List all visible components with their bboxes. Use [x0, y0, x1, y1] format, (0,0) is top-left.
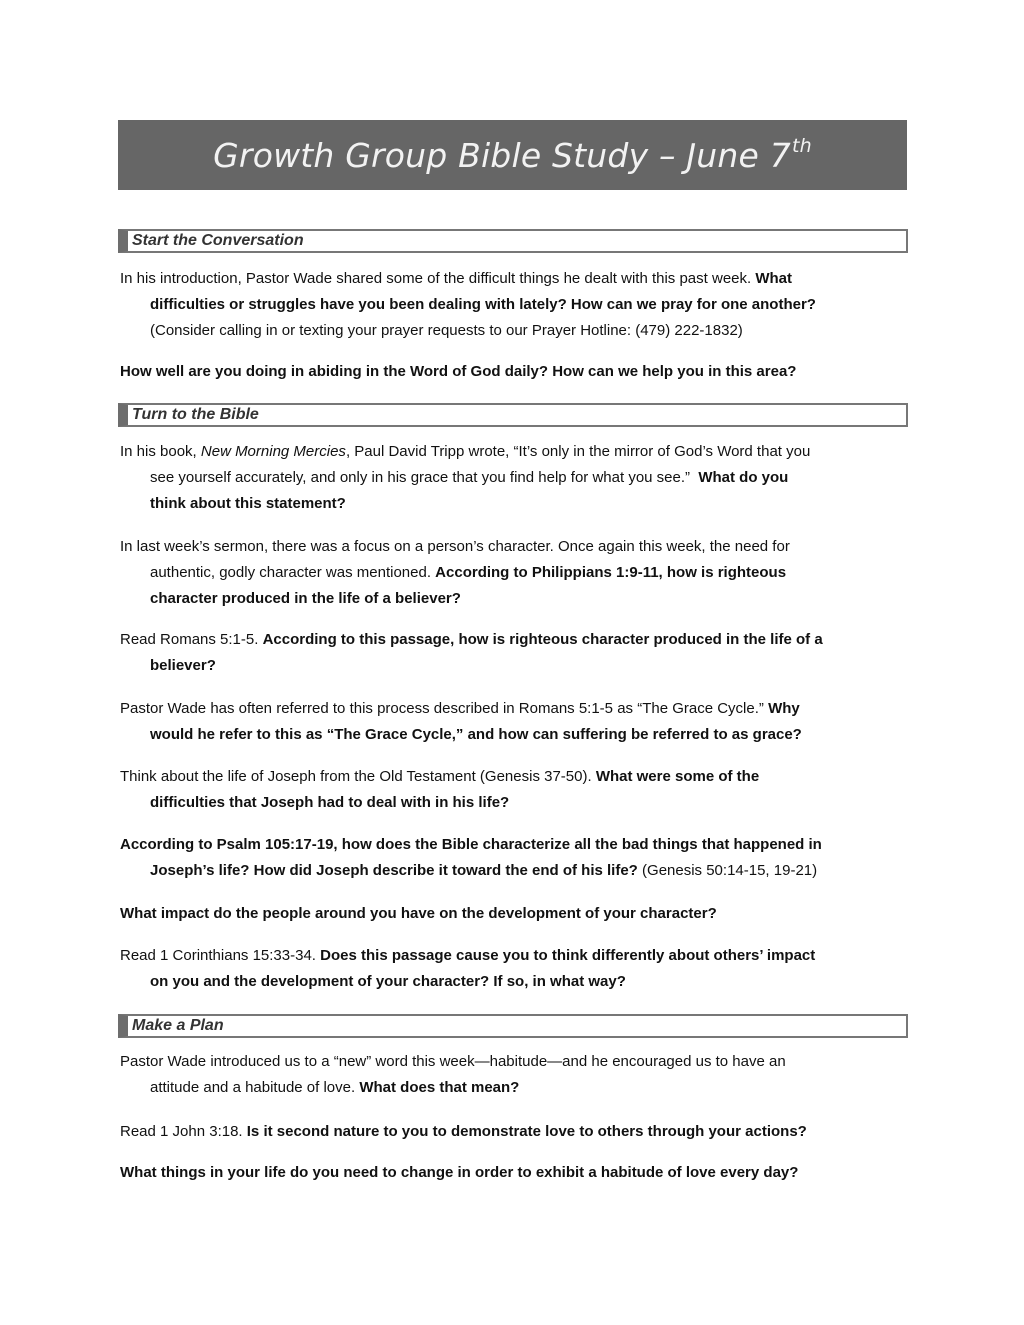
- book-title: New Morning Mercies: [200, 443, 346, 460]
- text-line: [120, 266, 910, 292]
- question-text: What impact do the people around you have on the development of your character?: [120, 905, 717, 922]
- question-text: Does this passage cause you to think differently about others’ impact: [320, 947, 816, 964]
- question-text: think about this statement?: [150, 495, 346, 512]
- text-line: [120, 764, 910, 790]
- text-line: [120, 832, 910, 858]
- text-run: Think about the life of Joseph from the Old Testament (Genesis 37-50).: [120, 768, 596, 785]
- question-tripp-quote: [120, 439, 910, 517]
- text-line: [120, 858, 910, 884]
- section-title: Turn to the Bible: [132, 406, 259, 423]
- text-line: [120, 627, 910, 653]
- question-text: on you and the development of your character? If so, in what way?: [150, 973, 626, 990]
- question-prayer-requests: [120, 266, 910, 344]
- title-banner: [118, 120, 907, 190]
- section-title: Start the Conversation: [132, 232, 304, 249]
- text-line: [120, 439, 910, 465]
- text-run: see yourself accurately, and only in his grace that you find help for what you see.”: [150, 469, 699, 486]
- section-title: Make a Plan: [132, 1017, 224, 1034]
- question-text: believer?: [150, 657, 216, 674]
- text-line: [120, 901, 910, 927]
- text-line: [120, 722, 910, 748]
- question-text: character produced in the life of a believer?: [150, 590, 461, 607]
- question-text: What: [755, 270, 793, 287]
- text-run: In his book,: [120, 443, 201, 460]
- text-line: [120, 465, 910, 491]
- section-header-start-conversation: [118, 229, 908, 253]
- question-text: What were some of the: [595, 768, 760, 785]
- text-line: [120, 534, 910, 560]
- page-title-main: Growth Group Bible Study – June 7: [213, 136, 791, 175]
- text-line: [120, 1075, 910, 1101]
- text-run: In his introduction, Pastor Wade shared some of the difficult things he dealt with this past week.: [120, 270, 756, 287]
- question-text: What do you: [698, 469, 789, 486]
- text-line: [120, 359, 910, 385]
- scripture-reference: (Genesis 50:14-15, 19-21): [637, 862, 818, 879]
- text-line: [120, 292, 910, 318]
- text-run: Pastor Wade introduced us to a “new” word this week—habitude—and he encouraged us to have an: [120, 1053, 786, 1070]
- question-text: would he refer to this as “The Grace Cycle,” and how can suffering be referred to as grace?: [150, 726, 802, 743]
- question-psalm: [120, 832, 910, 884]
- text-line: [120, 1160, 910, 1186]
- question-joseph-difficulties: [120, 764, 910, 816]
- text-line: [120, 491, 910, 517]
- text-line: [120, 790, 910, 816]
- question-text: Why: [768, 700, 800, 717]
- text-run: In last week’s sermon, there was a focus on a person’s character. Once again this week, the need for: [120, 538, 790, 555]
- text-line: [120, 1119, 910, 1145]
- text-run: attitude and a habitude of love.: [150, 1079, 360, 1096]
- page-title: [213, 135, 812, 175]
- text-line: [120, 586, 910, 612]
- text-line: [120, 696, 910, 722]
- question-text: difficulties that Joseph had to deal with in his life?: [150, 794, 510, 811]
- question-grace-cycle: [120, 696, 910, 748]
- page-title-superscript: th: [791, 135, 812, 157]
- question-text: How well are you doing in abiding in the Word of God daily? How can we help you in this area?: [120, 363, 797, 380]
- question-philippians: [120, 534, 910, 612]
- text-run: , Paul David Tripp wrote, “It’s only in the mirror of God’s Word that you: [345, 443, 811, 460]
- question-text: What does that mean?: [359, 1079, 520, 1096]
- text-line: [120, 943, 910, 969]
- prayer-hotline-note: (Consider calling in or texting your prayer requests to our Prayer Hotline: (479) 222-1832): [150, 322, 743, 339]
- question-habitude-of-love: [120, 1160, 910, 1186]
- section-header-turn-to-bible: [118, 403, 908, 427]
- question-text: According to this passage, how is righteous character produced in the life of a: [262, 631, 823, 648]
- text-line: [120, 318, 910, 344]
- text-run: Pastor Wade has often referred to this process described in Romans 5:1-5 as “The Grace Cycle.”: [120, 700, 769, 717]
- question-text: Joseph’s life? How did Joseph describe it toward the end of his life?: [150, 862, 638, 879]
- question-corinthians: [120, 943, 910, 995]
- question-text: difficulties or struggles have you been dealing with lately? How can we pray for one another?: [150, 296, 816, 313]
- section-header-make-a-plan: [118, 1014, 908, 1038]
- question-text: According to Psalm 105:17-19, how does the Bible characterize all the bad things that happened in: [120, 836, 822, 853]
- text-run: authentic, godly character was mentioned.: [150, 564, 436, 581]
- text-line: [120, 653, 910, 679]
- question-romans: [120, 627, 910, 679]
- question-habitude: [120, 1049, 910, 1101]
- text-line: [120, 560, 910, 586]
- question-abiding: [120, 359, 910, 385]
- text-line: [120, 969, 910, 995]
- question-text: Is it second nature to you to demonstrate love to others through your actions?: [246, 1123, 807, 1140]
- text-line: [120, 1049, 910, 1075]
- question-text: What things in your life do you need to change in order to exhibit a habitude of love every day?: [120, 1164, 799, 1181]
- question-text: According to Philippians 1:9-11, how is righteous: [435, 564, 787, 581]
- text-run: Read 1 Corinthians 15:33-34.: [120, 947, 321, 964]
- question-1-john: [120, 1119, 910, 1145]
- text-run: Read Romans 5:1-5.: [120, 631, 263, 648]
- question-people-impact: [120, 901, 910, 927]
- text-run: Read 1 John 3:18.: [120, 1123, 247, 1140]
